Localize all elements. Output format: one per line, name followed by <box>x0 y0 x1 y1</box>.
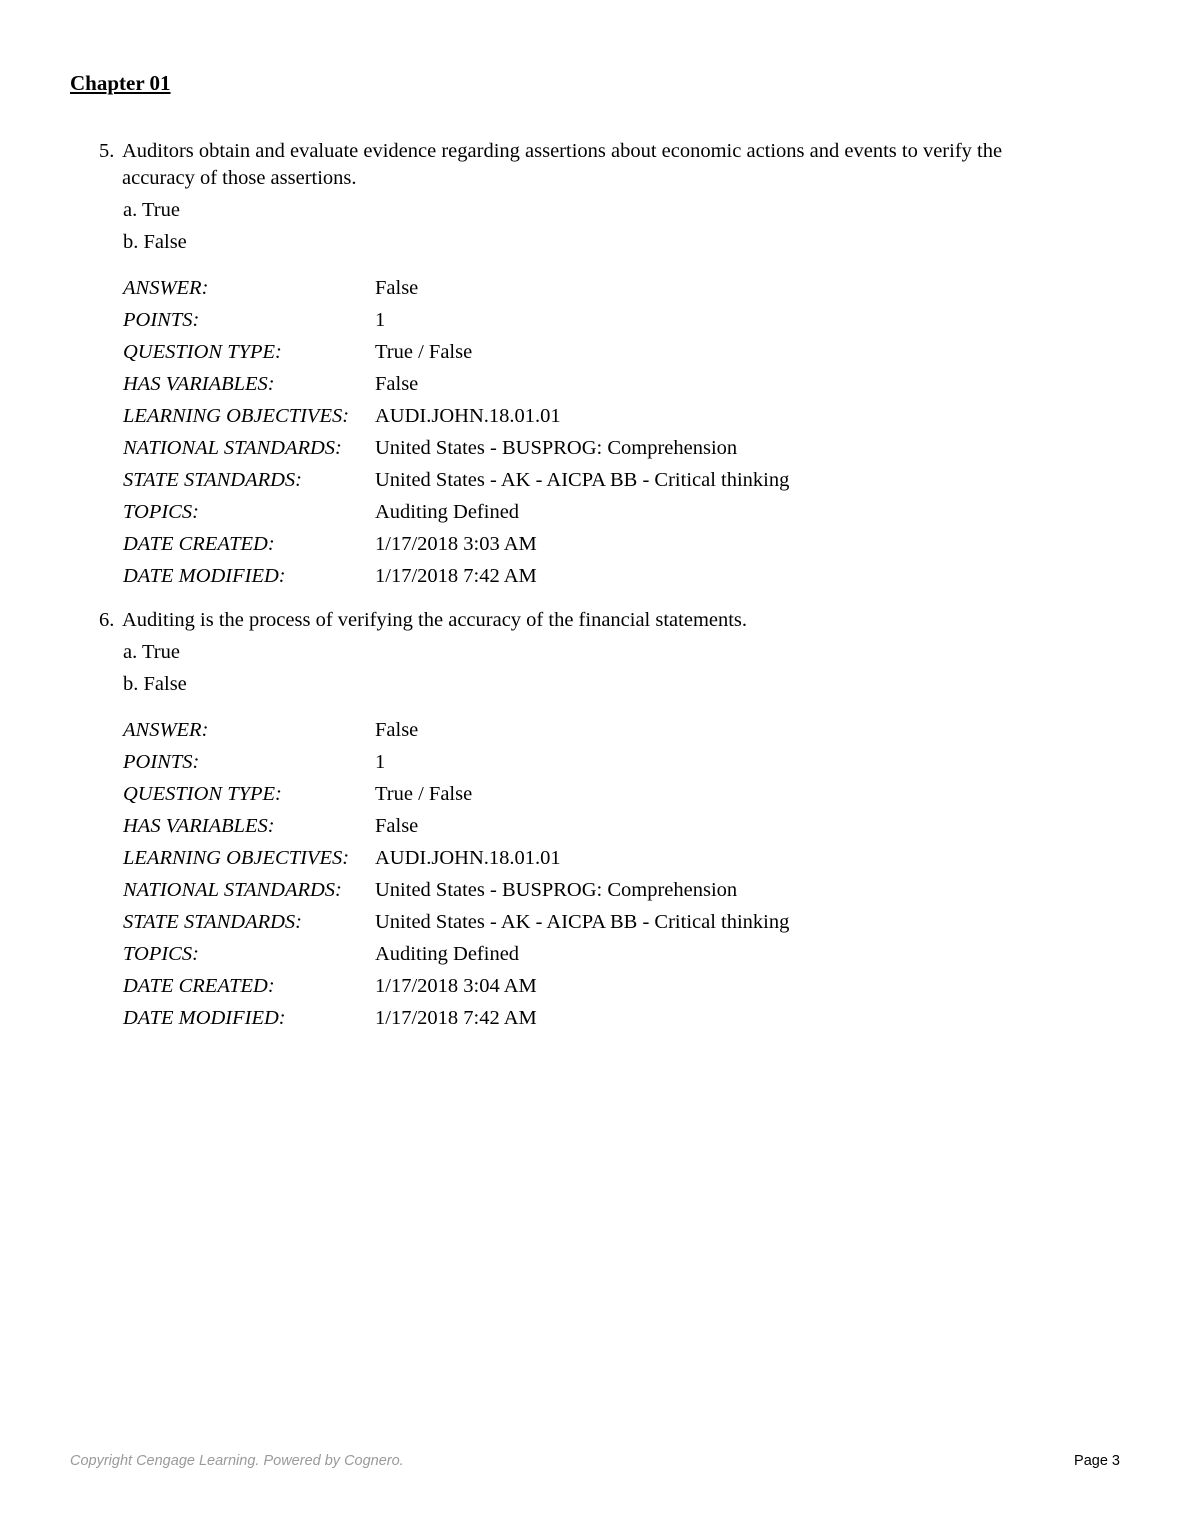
meta-row-learning-objectives <box>123 400 789 432</box>
answer-options <box>123 194 1059 258</box>
meta-label: DATE MODIFIED: <box>123 1007 286 1029</box>
meta-value: United States - BUSPROG: Comprehension <box>375 437 738 459</box>
meta-row-learning-objectives <box>123 842 789 874</box>
meta-value: AUDI.JOHN.18.01.01 <box>375 847 561 869</box>
question-6 <box>99 607 1059 1034</box>
meta-row-answer <box>123 272 789 304</box>
meta-value: United States - BUSPROG: Comprehension <box>375 879 738 901</box>
question-5 <box>99 138 1059 592</box>
meta-label: LEARNING OBJECTIVES: <box>123 847 350 869</box>
meta-value: True / False <box>375 783 473 805</box>
meta-label: DATE CREATED: <box>123 975 275 997</box>
meta-row-answer <box>123 714 789 746</box>
meta-value: False <box>375 277 419 299</box>
page-number: Page 3 <box>1074 1453 1120 1469</box>
meta-row-question-type <box>123 778 789 810</box>
chapter-title: Chapter 01 <box>70 71 171 95</box>
meta-value: 1/17/2018 3:03 AM <box>375 533 537 555</box>
meta-row-has-variables <box>123 368 789 400</box>
meta-row-points <box>123 746 789 778</box>
answer-options <box>123 636 1059 700</box>
meta-label: LEARNING OBJECTIVES: <box>123 405 350 427</box>
meta-row-topics <box>123 938 789 970</box>
meta-value: False <box>375 719 419 741</box>
meta-label: ANSWER: <box>123 277 209 299</box>
meta-value: Auditing Defined <box>375 501 520 523</box>
meta-value: 1 <box>375 751 386 773</box>
meta-value: 1/17/2018 7:42 AM <box>375 1007 537 1029</box>
meta-value: Auditing Defined <box>375 943 520 965</box>
question-number: 6. <box>99 609 115 631</box>
meta-row-state-standards <box>123 906 789 938</box>
meta-row-question-type <box>123 336 789 368</box>
meta-value: 1 <box>375 309 386 331</box>
meta-label: POINTS: <box>123 309 200 331</box>
meta-label: ANSWER: <box>123 719 209 741</box>
meta-label: TOPICS: <box>123 501 199 523</box>
meta-label: QUESTION TYPE: <box>123 783 282 805</box>
meta-row-points <box>123 304 789 336</box>
meta-label: HAS VARIABLES: <box>123 373 275 395</box>
meta-label: NATIONAL STANDARDS: <box>123 879 342 901</box>
question-text: Auditors obtain and evaluate evidence regarding assertions about economic actions and events to verify the accuracy of those assertions. <box>122 140 1003 189</box>
meta-label: POINTS: <box>123 751 200 773</box>
meta-value: 1/17/2018 3:04 AM <box>375 975 537 997</box>
meta-label: TOPICS: <box>123 943 199 965</box>
meta-value: United States - AK - AICPA BB - Critical thinking <box>375 911 790 933</box>
meta-row-date-created <box>123 970 789 1002</box>
meta-label: QUESTION TYPE: <box>123 341 282 363</box>
option-b: b. False <box>123 673 187 695</box>
footer-copyright: Copyright Cengage Learning. Powered by Cognero. <box>70 1453 404 1469</box>
question-number: 5. <box>99 140 115 162</box>
question-metadata <box>123 714 789 1034</box>
question-stem <box>99 138 1059 192</box>
meta-label: HAS VARIABLES: <box>123 815 275 837</box>
meta-label: STATE STANDARDS: <box>123 469 302 491</box>
meta-value: AUDI.JOHN.18.01.01 <box>375 405 561 427</box>
meta-value: 1/17/2018 7:42 AM <box>375 565 537 587</box>
meta-row-date-created <box>123 528 789 560</box>
meta-value: United States - AK - AICPA BB - Critical thinking <box>375 469 790 491</box>
meta-value: False <box>375 373 419 395</box>
meta-row-has-variables <box>123 810 789 842</box>
meta-row-date-modified <box>123 560 789 592</box>
meta-row-date-modified <box>123 1002 789 1034</box>
option-b: b. False <box>123 231 187 253</box>
meta-row-state-standards <box>123 464 789 496</box>
meta-row-topics <box>123 496 789 528</box>
meta-value: True / False <box>375 341 473 363</box>
meta-label: NATIONAL STANDARDS: <box>123 437 342 459</box>
meta-label: STATE STANDARDS: <box>123 911 302 933</box>
option-a: a. True <box>123 199 180 221</box>
meta-row-national-standards <box>123 432 789 464</box>
meta-label: DATE MODIFIED: <box>123 565 286 587</box>
meta-value: False <box>375 815 419 837</box>
question-text: Auditing is the process of verifying the accuracy of the financial statements. <box>122 609 748 631</box>
meta-row-national-standards <box>123 874 789 906</box>
question-metadata <box>123 272 789 592</box>
meta-label: DATE CREATED: <box>123 533 275 555</box>
question-stem <box>99 607 1059 634</box>
option-a: a. True <box>123 641 180 663</box>
